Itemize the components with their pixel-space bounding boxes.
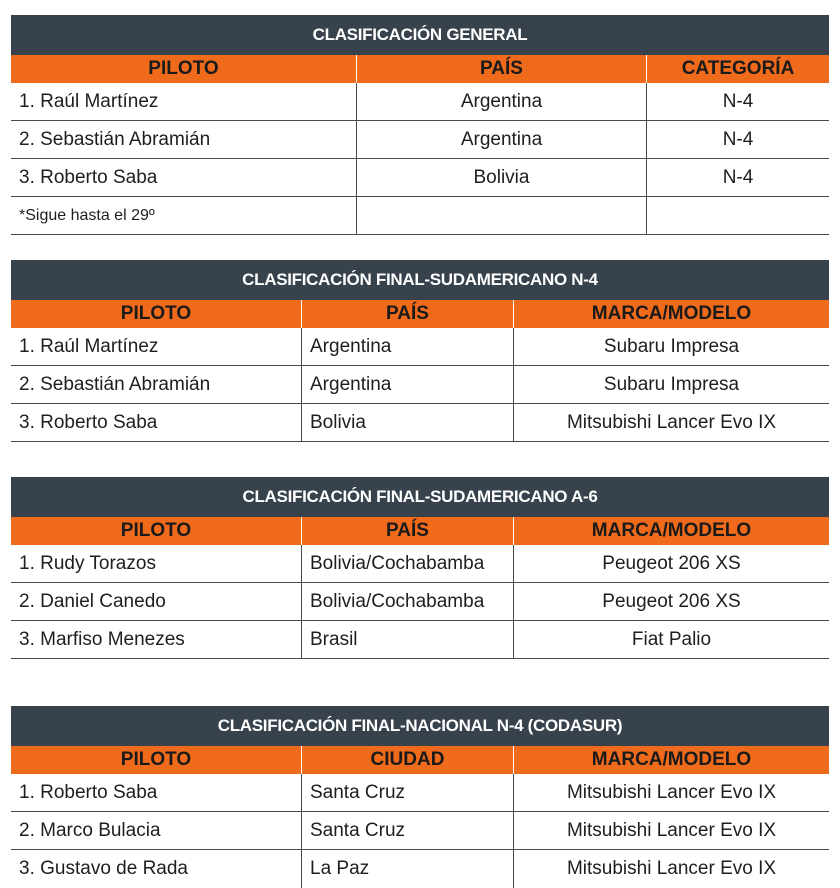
table-clasificacion-general bbox=[11, 15, 829, 235]
cell-marca-modelo: Peugeot 206 XS bbox=[513, 583, 829, 620]
cell-empty bbox=[356, 197, 646, 234]
cell-piloto: 1. Roberto Saba bbox=[19, 781, 158, 803]
cell-pais: Brasil bbox=[301, 621, 513, 658]
cell-piloto: 2. Daniel Canedo bbox=[19, 590, 166, 612]
cell-piloto: 3. Roberto Saba bbox=[19, 411, 158, 433]
footnote-text: *Sigue hasta el 29º bbox=[19, 206, 155, 224]
table-row bbox=[11, 774, 829, 812]
cell-marca-modelo: Subaru Impresa bbox=[513, 366, 829, 403]
table-row bbox=[11, 404, 829, 442]
cell-pais: Bolivia/Cochabamba bbox=[301, 583, 513, 620]
table-row bbox=[11, 812, 829, 850]
cell-marca-modelo: Mitsubishi Lancer Evo IX bbox=[513, 850, 829, 888]
table-row bbox=[11, 621, 829, 659]
table-row bbox=[11, 545, 829, 583]
header-piloto: PILOTO bbox=[120, 520, 192, 541]
table-row-note bbox=[11, 197, 829, 235]
header-categoria: CATEGORÍA bbox=[646, 55, 829, 83]
cell-categoria: N-4 bbox=[646, 121, 829, 158]
header-marca-modelo: MARCA/MODELO bbox=[513, 746, 829, 774]
table-title: CLASIFICACIÓN FINAL-SUDAMERICANO A-6 bbox=[11, 477, 829, 517]
table-row bbox=[11, 328, 829, 366]
header-pais: PAÍS bbox=[301, 300, 513, 328]
cell-pais: Argentina bbox=[356, 121, 646, 158]
table-sudamericano-n4 bbox=[11, 260, 829, 442]
table-title: CLASIFICACIÓN GENERAL bbox=[11, 15, 829, 55]
cell-pais: Argentina bbox=[356, 83, 646, 120]
table-nacional-n4-codasur bbox=[11, 706, 829, 888]
cell-empty bbox=[646, 197, 829, 234]
cell-piloto: 1. Rudy Torazos bbox=[19, 552, 156, 574]
header-marca-modelo: MARCA/MODELO bbox=[513, 300, 829, 328]
cell-marca-modelo: Subaru Impresa bbox=[513, 328, 829, 365]
header-piloto: PILOTO bbox=[120, 749, 192, 770]
cell-piloto: 3. Marfiso Menezes bbox=[19, 628, 185, 650]
cell-marca-modelo: Fiat Palio bbox=[513, 621, 829, 658]
cell-pais: Bolivia/Cochabamba bbox=[301, 545, 513, 582]
header-marca-modelo: MARCA/MODELO bbox=[513, 517, 829, 545]
header-pais: PAÍS bbox=[356, 55, 646, 83]
header-piloto: PILOTO bbox=[148, 58, 219, 79]
cell-piloto: 3. Gustavo de Rada bbox=[19, 858, 188, 879]
header-ciudad: CIUDAD bbox=[301, 746, 513, 774]
cell-pais: Bolivia bbox=[301, 404, 513, 441]
cell-piloto: 2. Sebastián Abramián bbox=[19, 128, 211, 150]
cell-marca-modelo: Mitsubishi Lancer Evo IX bbox=[513, 812, 829, 849]
header-pais: PAÍS bbox=[301, 517, 513, 545]
cell-pais: Argentina bbox=[301, 328, 513, 365]
cell-pais: Argentina bbox=[301, 366, 513, 403]
table-row bbox=[11, 159, 829, 197]
cell-ciudad: Santa Cruz bbox=[301, 812, 513, 849]
table-row bbox=[11, 121, 829, 159]
table-header-row bbox=[11, 517, 829, 545]
table-header-row bbox=[11, 746, 829, 774]
table-sudamericano-a6 bbox=[11, 477, 829, 659]
cell-piloto: 2. Marco Bulacia bbox=[19, 819, 161, 841]
cell-marca-modelo: Mitsubishi Lancer Evo IX bbox=[513, 404, 829, 441]
table-row bbox=[11, 850, 829, 888]
cell-piloto: 1. Raúl Martínez bbox=[19, 335, 159, 357]
cell-piloto: 2. Sebastián Abramián bbox=[19, 373, 211, 395]
cell-ciudad: Santa Cruz bbox=[301, 774, 513, 811]
cell-ciudad: La Paz bbox=[301, 850, 513, 888]
header-piloto: PILOTO bbox=[120, 303, 192, 324]
table-row bbox=[11, 83, 829, 121]
cell-pais: Bolivia bbox=[356, 159, 646, 196]
table-header-row bbox=[11, 55, 829, 83]
cell-categoria: N-4 bbox=[646, 83, 829, 120]
cell-marca-modelo: Peugeot 206 XS bbox=[513, 545, 829, 582]
table-row bbox=[11, 583, 829, 621]
cell-categoria: N-4 bbox=[646, 159, 829, 196]
table-row bbox=[11, 366, 829, 404]
cell-piloto: 1. Raúl Martínez bbox=[19, 90, 159, 112]
table-title: CLASIFICACIÓN FINAL-NACIONAL N-4 (CODASUR) bbox=[11, 706, 829, 746]
cell-piloto: 3. Roberto Saba bbox=[19, 166, 158, 188]
table-header-row bbox=[11, 300, 829, 328]
cell-marca-modelo: Mitsubishi Lancer Evo IX bbox=[513, 774, 829, 811]
table-title: CLASIFICACIÓN FINAL-SUDAMERICANO N-4 bbox=[11, 260, 829, 300]
